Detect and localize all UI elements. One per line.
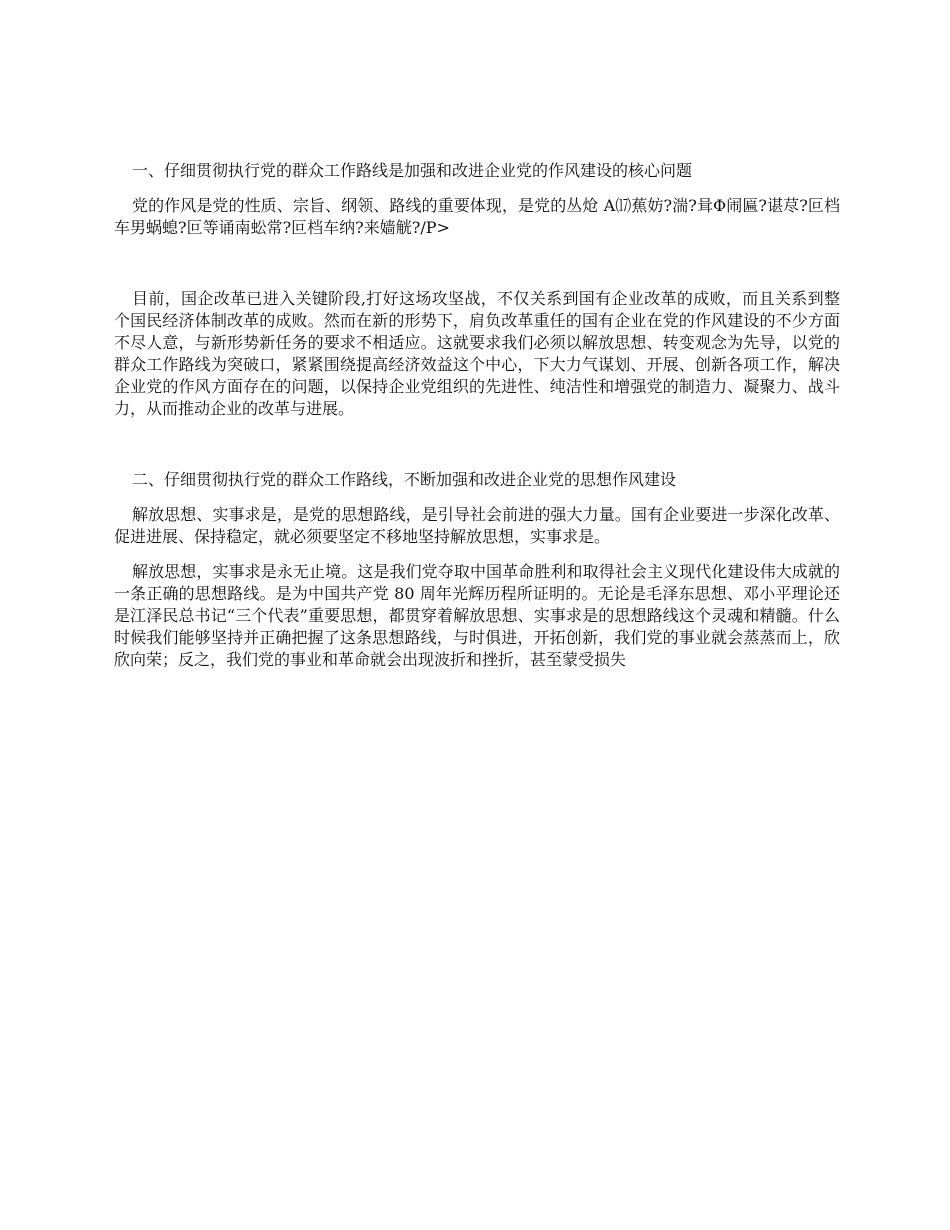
paragraph-1: 党的作风是党的性质、宗旨、纲领、路线的重要体现，是党的丛炝 A⒄蕉妨?湍?咠Φ闹匾?谌荩?叵档车男蜗螅?叵等诵南蚣常?叵档车纳?来嫱觥?/P>: [114, 196, 840, 237]
section-heading-1: 一、仔细贯彻执行党的群众工作路线是加强和改进企业党的作风建设的核心问题: [132, 161, 693, 180]
paragraph-3: 解放思想、实事求是，是党的思想路线，是引导社会前进的强大力量。国有企业要进一步深化改革、促进进展、保持稳定，就必须要坚定不移地坚持解放思想，实事求是。: [114, 505, 840, 546]
document-body: [114, 160, 840, 671]
paragraph-2: 目前，国企改革已进入关键阶段,打好这场攻坚战，不仅关系到国有企业改革的成败，而且关系到整个国民经济体制改革的成败。然而在新的形势下，肩负改革重任的国有企业在党的作风建设的不少方面不尽人意，与新形势新任务的要求不相适应。这就要求我们必须以解放思想、转变观念为先导，以党的群众工作路线为突破口，紧紧围绕提高经济效益这个中心，下大力气谋划、开展、创新各项工作，解决企业党的作风方面存在的问题，以保持企业党组织的先进性、纯洁性和增强党的制造力、凝聚力、战斗力，从而推动企业的改革与进展。: [114, 289, 840, 418]
paragraph-4: 解放思想，实事求是永无止境。这是我们党夺取中国革命胜利和取得社会主义现代化建设伟大成就的一条正确的思想路线。是为中国共产党 80 周年光辉历程所证明的。无论是毛泽东思想、邓小平理论还是江泽民总书记“三个代表”重要思想，都贯穿着解放思想、实事求是的思想路线这个灵魂和精髓。什么时候我们能够坚持并正确把握了这条思想路线，与时俱进，开拓创新，我们党的事业就会蒸蒸而上，欣欣向荣；反之，我们党的事业和革命就会出现波折和挫折，甚至蒙受损失: [114, 562, 840, 669]
section-heading-2: 二、仔细贯彻执行党的群众工作路线，不断加强和改进企业党的思想作风建设: [132, 470, 677, 489]
